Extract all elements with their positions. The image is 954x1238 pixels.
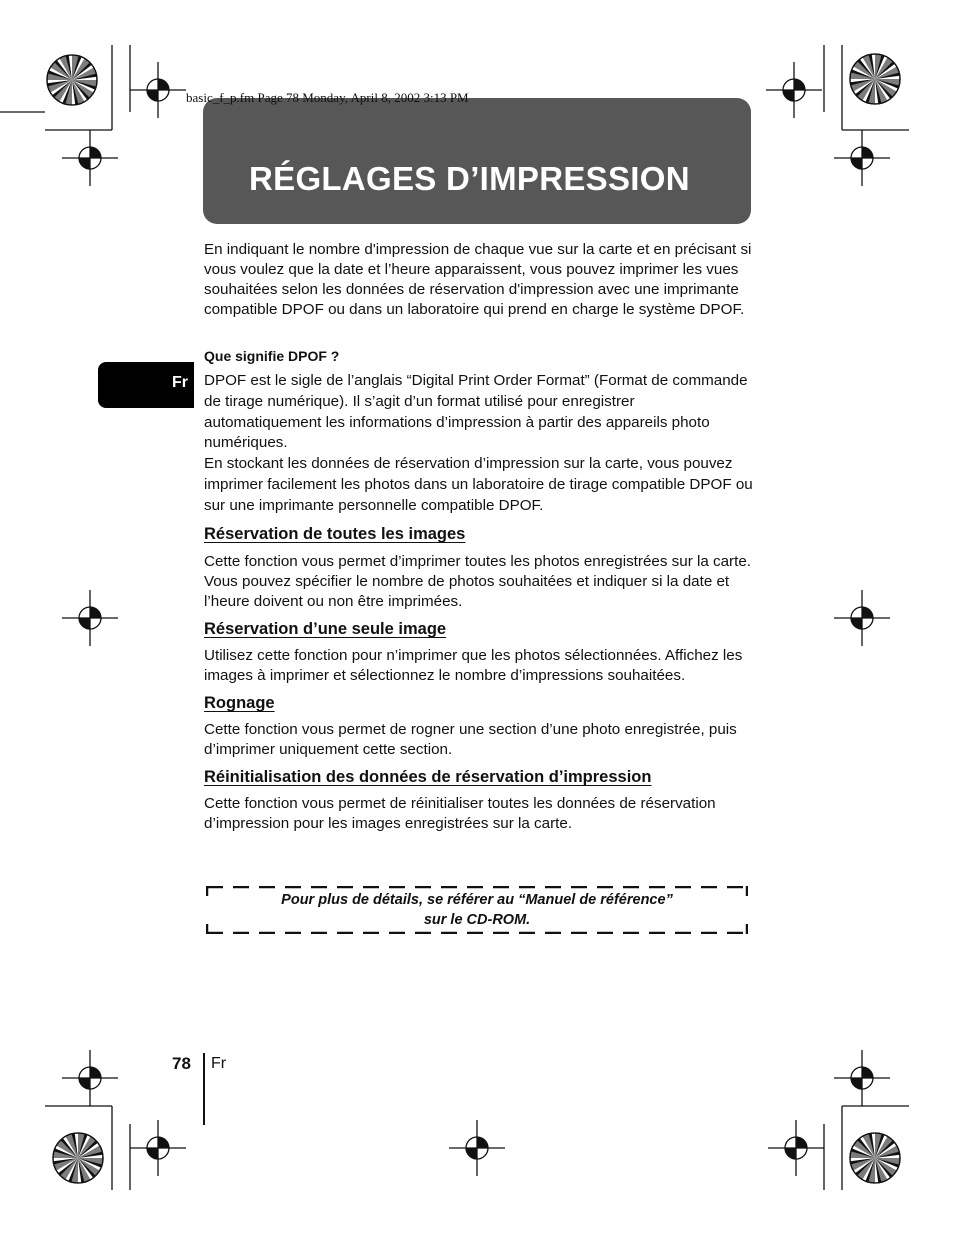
dpof-paragraph-2: En stockant les données de réservation d’impression sur la carte, vous pouvez imprimer facilement les photos dans un laboratoire de tirage compatible DPOF ou sur une imprimante personnelle compatible DPOF. [204,455,753,514]
dpof-heading: Que signifie DPOF ? [204,348,340,364]
section-body: Cette fonction vous permet de rogner une section d’une photo enregistrée, puis d’imprimer uniquement cette section. [204,721,737,758]
registration-mark [834,130,890,186]
registration-mark [62,590,118,646]
section-body: Cette fonction vous permet d’imprimer toutes les photos enregistrées sur la carte. Vous pouvez spécifier le nombre de photos souhaitées et indiquer si la date et l’heure doivent ou non être imprimées. [204,553,752,610]
section-heading: Réinitialisation des données de réservation d’impression [204,768,652,786]
note-line-2: sur le CD-ROM. [423,912,531,928]
section-heading: Réservation d’une seule image [204,620,447,638]
dpof-description [204,371,754,517]
page-title: RÉGLAGES D’IMPRESSION [249,160,690,197]
dpof-paragraph-1: DPOF est le sigle de l’anglais “Digital Print Order Format” (Format de commande de tirage numérique). Il s’agit d’un format utilisé pour enregistrer automatiquement les informations d’impression à partir des appareils photo numériques. [204,372,748,452]
section-heading: Rognage [204,694,275,712]
section-body: Utilisez cette fonction pour n’imprimer que les photos sélectionnées. Affichez les images à imprimer et sélectionnez le nombre d’impressions souhaitées. [204,647,743,684]
language-tab-label: Fr [172,374,188,391]
registration-mark [62,1050,118,1106]
footer-rule [203,1053,205,1125]
registration-mark [130,62,186,118]
registration-mark [449,1120,505,1176]
intro-paragraph [204,240,754,320]
starburst-mark [47,55,97,105]
starburst-mark [850,54,900,104]
title-banner [203,98,751,224]
registration-mark [834,590,890,646]
intro-text: En indiquant le nombre d'impression de chaque vue sur la carte et en précisant si vous voulez que la date et l’heure apparaissent, vous pouvez imprimer les vues souhaitées selon les données de réservation d'impression avec une imprimante compatible DPOF ou dans un laboratoire qui prend en charge le système DPOF. [204,241,752,318]
section-body: Cette fonction vous permet de réinitialiser toutes les données de réservation d’impression pour les images enregistrées sur la carte. [204,795,716,832]
starburst-mark [850,1133,900,1183]
note-line-1: Pour plus de détails, se référer au “Manuel de référence” [281,892,673,908]
registration-mark [766,62,822,118]
starburst-mark [53,1133,103,1183]
registration-mark [834,1050,890,1106]
reference-note-text [206,890,748,930]
language-side-tab [98,362,194,408]
registration-mark [62,130,118,186]
section-heading: Réservation de toutes les images [204,525,466,543]
footer-language: Fr [211,1055,227,1072]
page-number: 78 [172,1054,191,1073]
file-info-header: basic_f_p.fm Page 78 Monday, April 8, 2002 3:13 PM [186,90,469,105]
registration-mark [130,1120,186,1176]
reference-note-box [206,886,748,934]
registration-mark [768,1120,824,1176]
